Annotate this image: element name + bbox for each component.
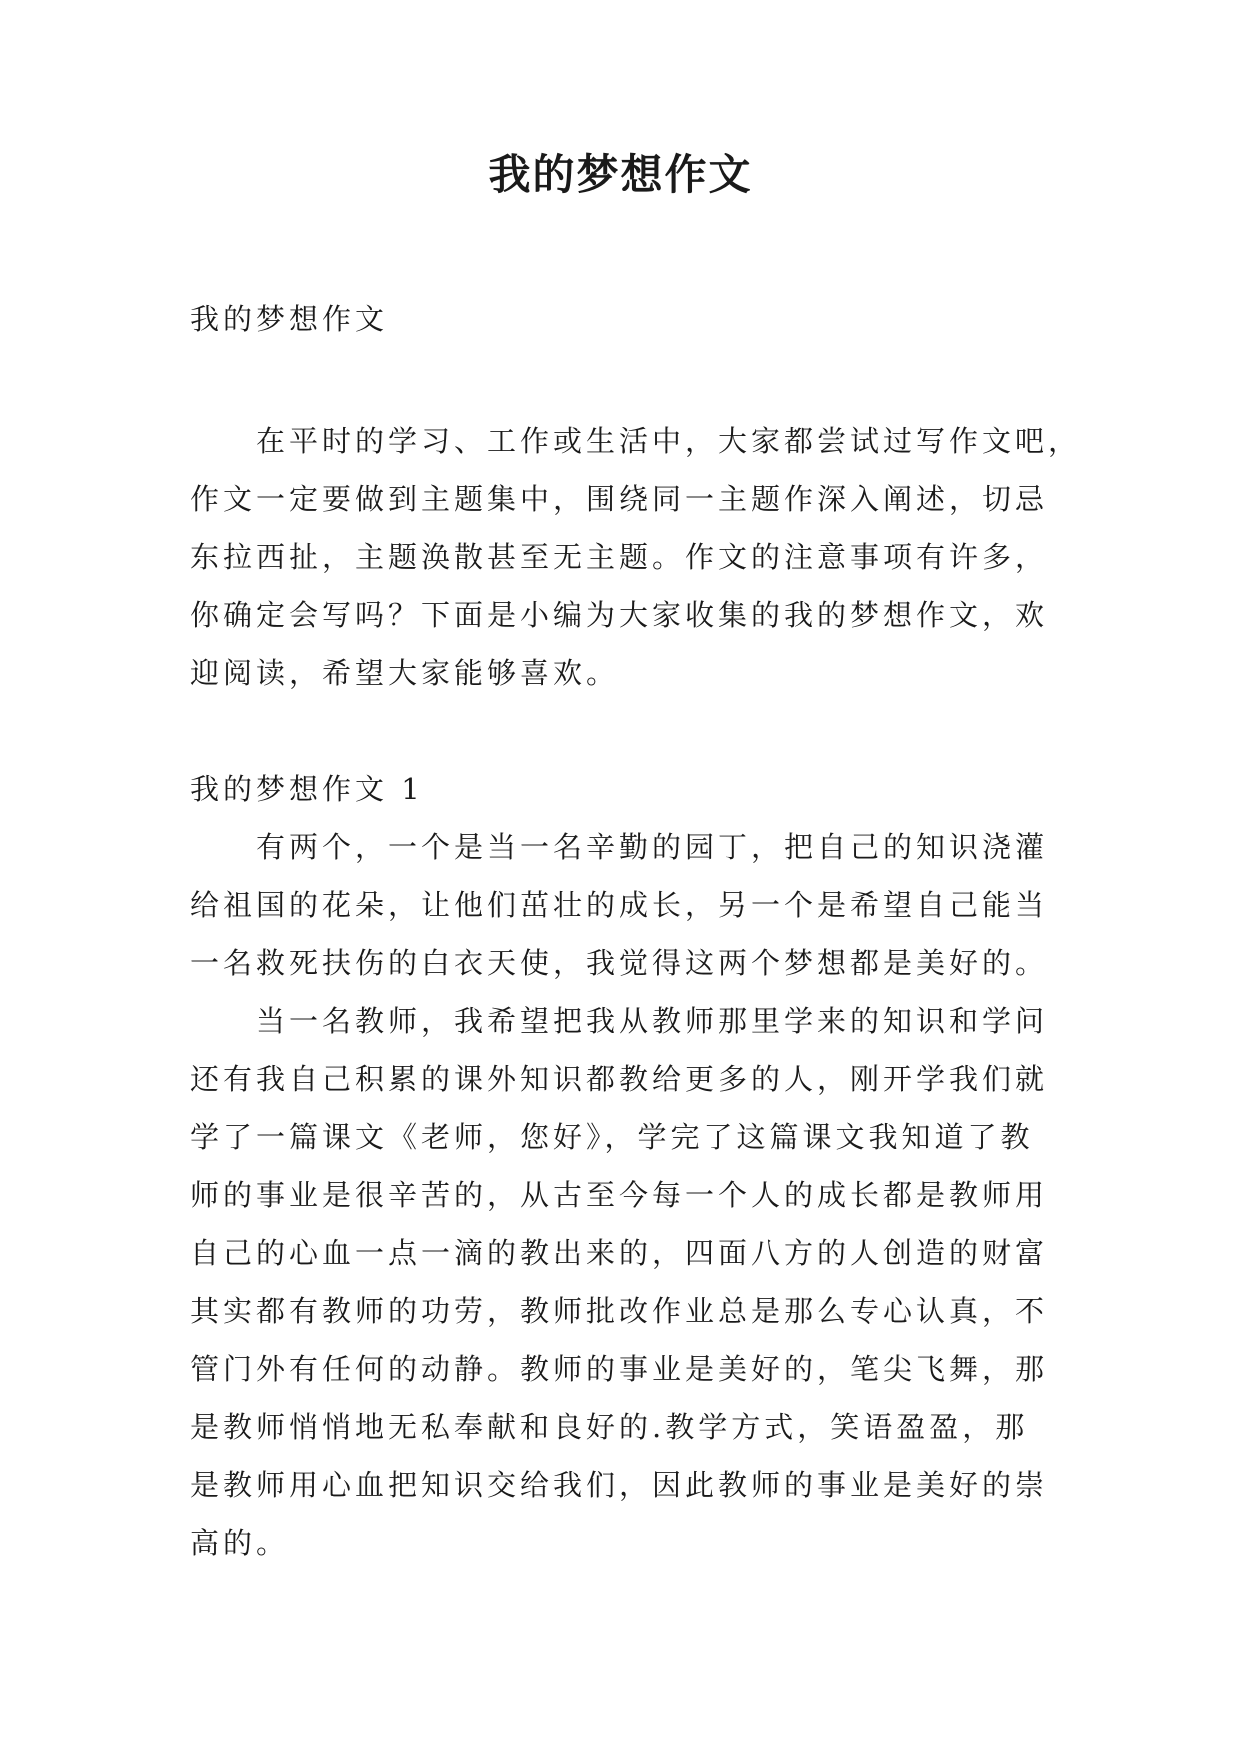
essay-1-paragraph-2 (190, 992, 1070, 1572)
essay-1-paragraph-1 (190, 818, 1070, 992)
paragraph-line: 其实都有教师的功劳，教师批改作业总是那么专心认真，不 (190, 1294, 1049, 1328)
paragraph-line: 还有我自己积累的课外知识都教给更多的人，刚开学我们就 (190, 1062, 1049, 1096)
paragraph-line: 一名救死扶伤的白衣天使，我觉得这两个梦想都是美好的。 (190, 946, 1049, 980)
intro-line: 你确定会写吗？下面是小编为大家收集的我的梦想作文，欢 (190, 598, 1049, 632)
paragraph-line: 是教师悄悄地无私奉献和良好的.教学方式，笑语盈盈，那 (190, 1410, 1029, 1444)
intro-line: 迎阅读，希望大家能够喜欢。 (190, 656, 620, 690)
paragraph-line: 当一名教师，我希望把我从教师那里学来的知识和学问 (190, 1004, 1049, 1038)
intro-paragraph (190, 412, 1082, 702)
intro-line: 在平时的学习、工作或生活中，大家都尝试过写作文吧， (190, 424, 1082, 458)
paragraph-line: 是教师用心血把知识交给我们，因此教师的事业是美好的崇 (190, 1468, 1049, 1502)
intro-line: 作文一定要做到主题集中，围绕同一主题作深入阐述，切忌 (190, 482, 1049, 516)
paragraph-line: 自己的心血一点一滴的教出来的，四面八方的人创造的财富 (190, 1236, 1049, 1270)
document-title: 我的梦想作文 (488, 150, 753, 199)
paragraph-line: 学了一篇课文《老师，您好》，学完了这篇课文我知道了教 (190, 1120, 1034, 1154)
document-body (190, 290, 1082, 1572)
paragraph-line: 给祖国的花朵，让他们茁壮的成长，另一个是希望自己能当 (190, 888, 1049, 922)
paragraph-line: 高的。 (190, 1526, 290, 1560)
essay-1-title: 我的梦想作文 1 (190, 772, 424, 806)
spacer (190, 702, 1070, 760)
paragraph-line: 师的事业是很辛苦的，从古至今每一个人的成长都是教师用 (190, 1178, 1049, 1212)
spacer (190, 348, 1070, 412)
intro-line: 东拉西扯，主题涣散甚至无主题。作文的注意事项有许多， (190, 540, 1049, 574)
paragraph-line: 有两个，一个是当一名辛勤的园丁，把自己的知识浇灌 (190, 830, 1049, 864)
section-heading: 我的梦想作文 (190, 302, 389, 336)
paragraph-line: 管门外有任何的动静。教师的事业是美好的，笔尖飞舞，那 (190, 1352, 1049, 1386)
